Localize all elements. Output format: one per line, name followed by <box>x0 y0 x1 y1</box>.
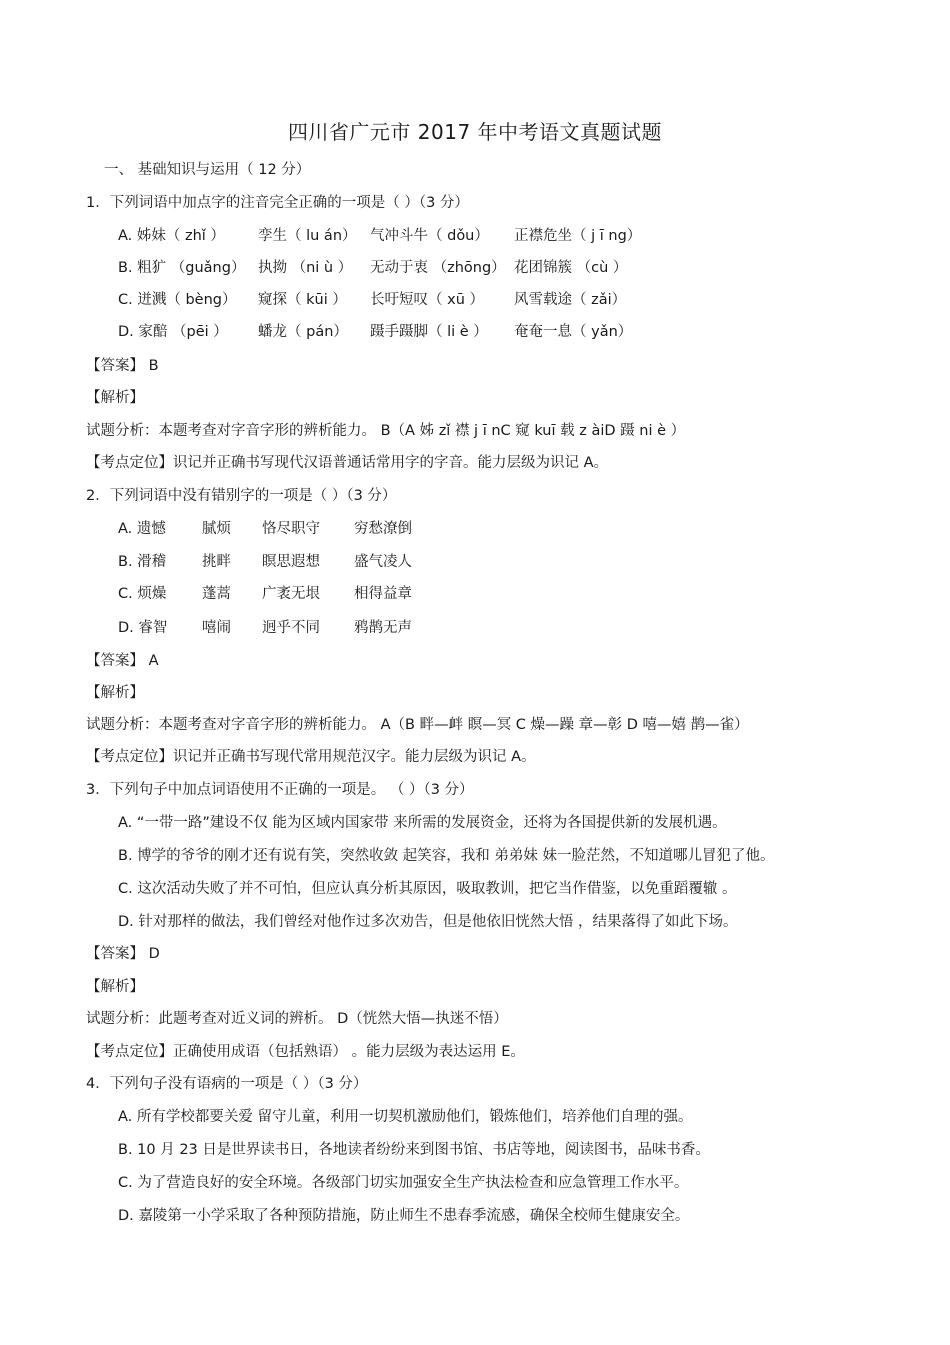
q1-d-2: 蟠龙（ pán） <box>258 324 348 340</box>
q2-c-1: C. 烦燥 <box>118 586 167 602</box>
q2-a-3: 恪尽职守 <box>262 521 320 537</box>
q1-b-2: 执拗 （ni ù ） <box>258 260 353 276</box>
q1-option-a <box>118 226 641 246</box>
q2-d-4: 鸦鹊无声 <box>354 620 412 636</box>
q4-option-b: B. 10 月 23 日是世界读书日，各地读者纷纷来到图书馆、书店等地，阅读图书，品味书香。 <box>118 1142 710 1158</box>
q1-point: 【考点定位】识记并正确书写现代汉语普通话常用字的字音。能力层级为识记 A。 <box>86 455 609 471</box>
q1-d-1: D. 家醅 （pēi ） <box>118 324 228 340</box>
page-title: 四川省广元市 2017 年中考语文真题试题 <box>287 120 663 144</box>
q2-c-3: 广袤无垠 <box>262 586 320 602</box>
q2-b-1: B. 滑稽 <box>118 554 167 570</box>
q1-b-4: 花团锦簇 （cù ） <box>514 260 628 276</box>
q2-d-2: 嘻闹 <box>202 620 231 636</box>
q4-option-d: D. 嘉陵第一小学采取了各种预防措施，防止师生不患春季流感，确保全校师生健康安全。 <box>118 1208 690 1224</box>
q2-d-3: 迥乎不同 <box>262 620 320 636</box>
q1-a-3: 气冲斗牛（ dǒu） <box>370 228 489 244</box>
q1-c-3: 长吁短叹（ xū ） <box>370 292 484 308</box>
q2-stem: 2．下列词语中没有错别字的一项是（ ）（3 分） <box>86 488 397 504</box>
q2-b-4: 盛气凌人 <box>354 554 412 570</box>
q2-analysis-label: 【解析】 <box>86 685 144 701</box>
q2-b-3: 瞑思遐想 <box>262 554 320 570</box>
q1-analysis: 试题分析：本题考查对字音字形的辨析能力。 B（A 姊 zǐ 襟 j ī nC 窥 kuī 载 z àiD 蹑 ni è ） <box>86 423 686 439</box>
q1-stem: 1．下列词语中加点字的注音完全正确的一项是（ ）（3 分） <box>86 195 469 211</box>
q3-option-b: B. 博学的爷爷的刚才还有说有笑，突然收敛 起笑容，我和 弟弟妹 妹一脸茫然，不知道哪儿冒犯了他。 <box>118 848 775 864</box>
q1-d-3: 蹑手蹑脚（ li è ） <box>370 324 488 340</box>
q2-option-b <box>118 552 412 572</box>
q2-option-d <box>118 618 412 638</box>
q1-c-4: 风雪载途（ zǎi） <box>514 292 627 308</box>
q1-option-c <box>118 290 626 310</box>
q2-option-a <box>118 519 412 539</box>
q1-answer: 【答案】 B <box>86 358 159 374</box>
q1-a-1: A. 姊妹（ zhǐ ） <box>118 228 225 244</box>
q4-option-c: C. 为了营造良好的安全环境。各级部门切实加强安全生产执法检查和应急管理工作水平。 <box>118 1175 689 1191</box>
q1-b-3: 无动于衷 （zhōng） <box>370 260 506 276</box>
q2-answer: 【答案】 A <box>86 653 159 669</box>
q3-analysis: 试题分析：此题考查对近义词的辨析。 D（恍然大悟—执迷不悟） <box>86 1011 508 1027</box>
q2-b-2: 挑畔 <box>202 554 231 570</box>
q2-analysis: 试题分析：本题考查对字音字形的辨析能力。 A（B 畔—衅 瞑—冥 C 燥—躁 章—彰 D 嘻—嬉 鹊—雀） <box>86 717 749 733</box>
q1-analysis-label: 【解析】 <box>86 390 144 406</box>
q2-a-1: A. 遗憾 <box>118 521 166 537</box>
q1-option-b <box>118 258 627 278</box>
q2-option-c <box>118 584 412 604</box>
q1-c-2: 窥探（ kūi ） <box>258 292 347 308</box>
q2-point: 【考点定位】识记并正确书写现代常用规范汉字。能力层级为识记 A。 <box>86 749 536 765</box>
q1-d-4: 奄奄一息（ yǎn） <box>514 324 633 340</box>
q2-d-1: D. 睿智 <box>118 620 168 636</box>
q4-option-a: A. 所有学校都要关爱 留守儿童，利用一切契机激励他们，锻炼他们，培养他们自理的强。 <box>118 1109 693 1125</box>
q3-point: 【考点定位】正确使用成语（包括熟语） 。能力层级为表达运用 E。 <box>86 1044 525 1060</box>
q3-option-d: D. 针对那样的做法，我们曾经对他作过多次劝告，但是他依旧恍然大悟 ，结果落得了如此下场。 <box>118 914 738 930</box>
q2-a-4: 穷愁潦倒 <box>354 521 412 537</box>
q1-a-4: 正襟危坐（ j ī ng） <box>514 228 642 244</box>
q2-c-4: 相得益章 <box>354 586 412 602</box>
q2-c-2: 蓬蒿 <box>202 586 231 602</box>
q1-option-d <box>118 322 632 342</box>
q3-option-c: C. 这次活动失败了并不可怕，但应认真分析其原因，吸取教训，把它当作借鉴，以免重蹈覆辙 。 <box>118 881 737 897</box>
section-heading: 一、 基础知识与运用（ 12 分） <box>104 162 311 178</box>
q1-a-2: 孪生（ lu án） <box>258 228 357 244</box>
q1-c-1: C. 迸溅（ bèng） <box>118 292 237 308</box>
q3-stem: 3．下列句子中加点词语使用不正确的一项是。 （ ）（3 分） <box>86 782 474 798</box>
q3-option-a: A. “一带一路”建设不仅 能为区域内国家带 来所需的发展资金，还将为各国提供新的发展机遇。 <box>118 815 727 831</box>
q3-analysis-label: 【解析】 <box>86 979 144 995</box>
q1-b-1: B. 粗犷 （guǎng） <box>118 260 246 276</box>
q2-a-2: 腻烦 <box>202 521 231 537</box>
q3-answer: 【答案】 D <box>86 946 160 962</box>
q4-stem: 4．下列句子没有语病的一项是（ ）（3 分） <box>86 1076 368 1092</box>
